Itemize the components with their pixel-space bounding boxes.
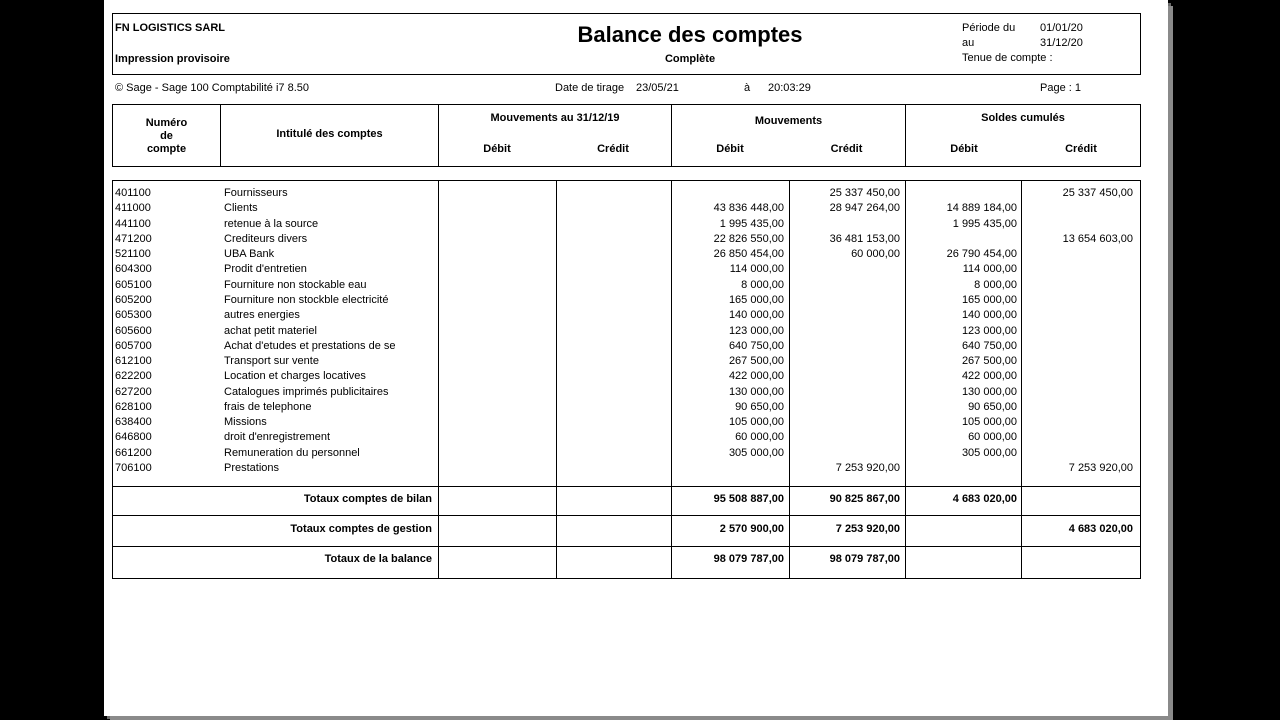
periode-from: 01/01/20: [1040, 22, 1083, 34]
solde-debit-value: 422 000,00: [961, 370, 1017, 382]
solde-credit-value: 13 654 603,00: [1062, 233, 1133, 245]
mvt-debit-value: 165 000,00: [728, 294, 784, 306]
total-solde-debit: 4 683 020,00: [952, 493, 1017, 505]
account-label: Fourniture non stockable eau: [224, 279, 367, 291]
account-label: Prodit d'entretien: [224, 263, 307, 275]
software-label: © Sage - Sage 100 Comptabilité i7 8.50: [115, 82, 310, 94]
mvt-credit-value: 28 947 264,00: [829, 202, 900, 214]
date-tirage: 23/05/21: [636, 82, 679, 94]
mvt-debit-value: 123 000,00: [728, 325, 784, 337]
account-label: Remuneration du personnel: [224, 447, 360, 459]
total-mvt-debit: 2 570 900,00: [719, 523, 784, 535]
total-mvt-debit: 95 508 887,00: [713, 493, 784, 505]
total-mvt-credit: 7 253 920,00: [835, 523, 900, 535]
account-code: 706100: [115, 462, 152, 474]
mvt-debit-value: 305 000,00: [728, 447, 784, 459]
account-label: Catalogues imprimés publicitaires: [224, 386, 389, 398]
col-mvt-prev-debit: Débit: [483, 143, 511, 155]
account-code: 605100: [115, 279, 152, 291]
col-mvt-prev-credit: Crédit: [597, 143, 629, 155]
account-label: achat petit materiel: [224, 325, 317, 337]
mvt-debit-value: 60 000,00: [735, 431, 784, 443]
mvt-debit-value: 640 750,00: [728, 340, 784, 352]
account-code: 471200: [115, 233, 152, 245]
account-label: retenue à la source: [224, 218, 319, 230]
page-number: Page : 1: [1040, 82, 1081, 94]
solde-debit-value: 267 500,00: [961, 355, 1017, 367]
solde-debit-value: 130 000,00: [961, 386, 1017, 398]
account-code: 628100: [115, 401, 152, 413]
mvt-debit-value: 1 995 435,00: [719, 218, 784, 230]
total-solde-credit: 4 683 020,00: [1068, 523, 1133, 535]
account-code: 605200: [115, 294, 152, 306]
tenue-label: Tenue de compte :: [962, 52, 1053, 64]
account-label: Clients: [224, 202, 258, 214]
account-label: Fourniture non stockble electricité: [224, 294, 389, 306]
col-soldes: Soldes cumulés: [981, 112, 1065, 124]
mvt-debit-value: 90 650,00: [735, 401, 784, 413]
company-name: FN LOGISTICS SARL: [115, 22, 225, 34]
account-label: Fournisseurs: [224, 187, 288, 199]
col-mvt: Mouvements: [754, 115, 823, 127]
solde-debit-value: 60 000,00: [968, 431, 1017, 443]
account-code: 605600: [115, 325, 152, 337]
mvt-debit-value: 26 850 454,00: [713, 248, 784, 260]
account-label: UBA Bank: [224, 248, 275, 260]
account-code: 627200: [115, 386, 152, 398]
periode-label: Période du: [962, 22, 1016, 34]
col-numero: Numéro de compte: [145, 117, 188, 155]
account-code: 605300: [115, 309, 152, 321]
solde-debit-value: 8 000,00: [974, 279, 1017, 291]
account-code: 612100: [115, 355, 152, 367]
mvt-debit-value: 43 836 448,00: [713, 202, 784, 214]
account-code: 661200: [115, 447, 152, 459]
total-mvt-credit: 90 825 867,00: [829, 493, 900, 505]
account-code: 441100: [115, 218, 151, 230]
account-label: Prestations: [224, 462, 280, 474]
report-page: [104, 0, 1168, 716]
mvt-debit-value: 130 000,00: [728, 386, 784, 398]
solde-debit-value: 90 650,00: [968, 401, 1017, 413]
total-mvt-credit: 98 079 787,00: [829, 553, 900, 565]
account-code: 605700: [115, 340, 152, 352]
account-label: Transport sur vente: [224, 355, 319, 367]
solde-debit-value: 114 000,00: [962, 263, 1017, 275]
periode-to: 31/12/20: [1040, 37, 1083, 49]
account-code: 622200: [115, 370, 152, 382]
account-label: Achat d'etudes et prestations de se: [224, 340, 396, 352]
account-code: 646800: [115, 431, 152, 443]
mvt-credit-value: 25 337 450,00: [829, 187, 900, 199]
mvt-debit-value: 8 000,00: [741, 279, 784, 291]
account-label: Missions: [224, 416, 267, 428]
solde-debit-value: 640 750,00: [961, 340, 1017, 352]
solde-credit-value: 7 253 920,00: [1068, 462, 1133, 474]
solde-debit-value: 105 000,00: [961, 416, 1017, 428]
au-label: au: [962, 37, 975, 49]
a-label: à: [744, 82, 751, 94]
solde-debit-value: 305 000,00: [961, 447, 1017, 459]
account-code: 604300: [115, 263, 152, 275]
mvt-debit-value: 422 000,00: [728, 370, 784, 382]
mvt-credit-value: 36 481 153,00: [829, 233, 900, 245]
account-label: autres energies: [224, 309, 300, 321]
print-time: 20:03:29: [768, 82, 811, 94]
col-intitule: Intitulé des comptes: [276, 128, 383, 140]
solde-debit-value: 14 889 184,00: [946, 202, 1017, 214]
mvt-debit-value: 267 500,00: [728, 355, 784, 367]
print-mode: Impression provisoire: [115, 53, 230, 65]
account-code: 401100: [115, 187, 151, 199]
mvt-debit-value: 140 000,00: [728, 309, 784, 321]
account-label: Crediteurs divers: [224, 233, 308, 245]
solde-debit-value: 26 790 454,00: [946, 248, 1017, 260]
date-tirage-label: Date de tirage: [555, 82, 625, 94]
account-code: 411000: [115, 202, 151, 214]
report-subtitle: Complète: [664, 53, 716, 65]
account-label: Location et charges locatives: [224, 370, 366, 382]
col-mvt-prev: Mouvements au 31/12/19: [490, 112, 620, 124]
solde-credit-value: 25 337 450,00: [1062, 187, 1133, 199]
col-solde-credit: Crédit: [1065, 143, 1097, 155]
solde-debit-value: 165 000,00: [961, 294, 1017, 306]
solde-debit-value: 140 000,00: [961, 309, 1017, 321]
mvt-credit-value: 60 000,00: [851, 248, 900, 260]
account-label: frais de telephone: [224, 401, 312, 413]
account-code: 521100: [115, 248, 151, 260]
col-mvt-debit: Débit: [716, 143, 744, 155]
col-mvt-credit: Crédit: [830, 143, 863, 155]
account-code: 638400: [115, 416, 152, 428]
mvt-debit-value: 114 000,00: [729, 263, 784, 275]
mvt-debit-value: 105 000,00: [728, 416, 784, 428]
report-title: Balance des comptes: [577, 22, 803, 47]
total-mvt-debit: 98 079 787,00: [713, 553, 784, 565]
total-label: Totaux comptes de bilan: [303, 493, 432, 505]
account-label: droit d'enregistrement: [224, 431, 331, 443]
total-label: Totaux de la balance: [324, 553, 432, 565]
mvt-debit-value: 22 826 550,00: [713, 233, 784, 245]
solde-debit-value: 123 000,00: [961, 325, 1017, 337]
solde-debit-value: 1 995 435,00: [952, 218, 1017, 230]
col-solde-debit: Débit: [950, 143, 978, 155]
mvt-credit-value: 7 253 920,00: [835, 462, 900, 474]
total-label: Totaux comptes de gestion: [290, 523, 432, 535]
